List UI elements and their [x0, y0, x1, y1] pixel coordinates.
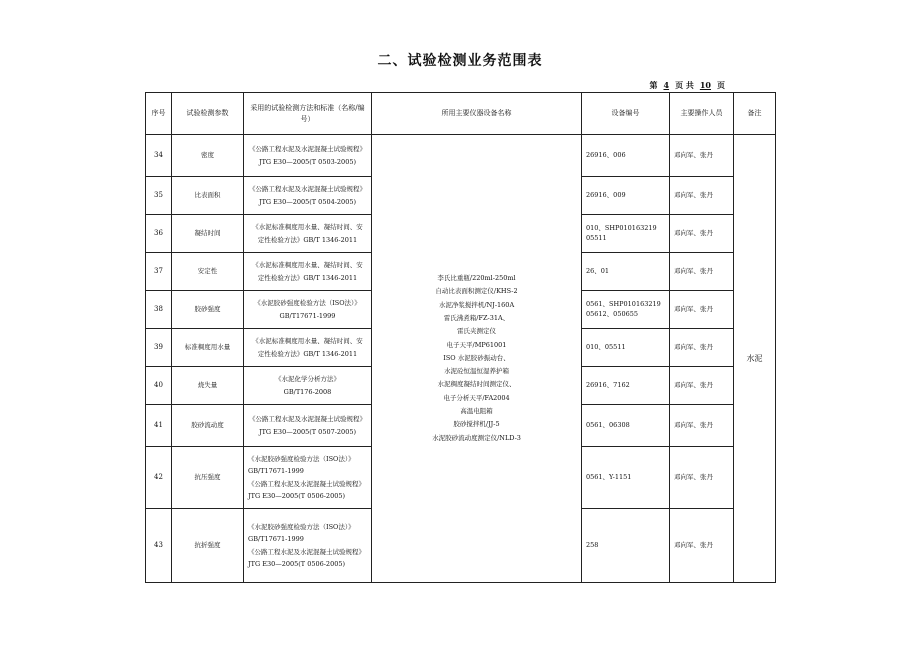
row-method: [244, 405, 372, 447]
row-method: [244, 177, 372, 215]
instrument-item: 水泥砼恒温恒湿养护箱: [444, 367, 509, 376]
method-line: GB/T17671-1999: [248, 535, 304, 544]
method-line: GB/T176-2008: [283, 387, 332, 396]
method-line: 定性检验方法》GB/T 1346-2011: [257, 235, 358, 244]
equipment-line: 26916、7162: [586, 380, 630, 389]
method-line: 定性检验方法》GB/T 1346-2011: [257, 349, 358, 358]
equipment-line: 05511: [586, 233, 607, 242]
row-equipment: [582, 447, 670, 509]
method-line: JTG E30—2005(T 0507-2005): [258, 427, 356, 436]
row-equipment: [582, 509, 670, 583]
row-method: [244, 367, 372, 405]
row-parameter: 标准稠度用水量: [172, 329, 244, 367]
row-operators: 邓向军、张丹: [670, 509, 734, 583]
method-line: 《公路工程水泥及水泥混凝土试验规程》: [249, 145, 366, 154]
method-line: JTG E30—2005(T 0503-2005): [258, 157, 356, 166]
method-line: GB/T17671-1999: [279, 311, 336, 320]
row-parameter: 比表面积: [172, 177, 244, 215]
table-row: [146, 135, 776, 177]
row-equipment: [582, 177, 670, 215]
row-operators: 邓向军、张丹: [670, 291, 734, 329]
page-prefix: 第: [649, 80, 658, 90]
row-operators: 邓向军、张丹: [670, 177, 734, 215]
method-line: JTG E30—2005(T 0504-2005): [258, 197, 356, 206]
method-line: 《水泥胶砂强度检验方法（ISO法）》: [254, 299, 361, 308]
row-operators: 邓向军、张丹: [670, 215, 734, 253]
instrument-item: 水泥稠度凝结时间测定仪、: [437, 380, 516, 389]
instrument-item: 自动比表面积测定仪/KHS-2: [435, 287, 518, 296]
row-number: 37: [146, 253, 172, 291]
instrument-item: 雷氏沸煮箱/FZ-31A、: [443, 313, 510, 322]
method-line: 《公路工程水泥及水泥混凝土试验规程》: [249, 415, 366, 424]
row-parameter: 胶砂强度: [172, 291, 244, 329]
page-mid: 页 共: [675, 80, 694, 90]
row-equipment: [582, 329, 670, 367]
method-line: 《水泥胶砂强度检验方法（ISO法）》: [248, 454, 355, 463]
method-line: JTG E30—2005(T 0506-2005): [248, 491, 346, 500]
method-line: 《水泥标准稠度用水量、凝结时间、安: [252, 261, 363, 270]
row-equipment: [582, 291, 670, 329]
method-line: 《公路工程水泥及水泥混凝土试验规程》: [248, 479, 365, 488]
equipment-line: 05612、050655: [586, 309, 638, 318]
scope-table: [145, 92, 776, 583]
row-equipment: [582, 135, 670, 177]
method-line: 《公路工程水泥及水泥混凝土试验规程》: [249, 185, 366, 194]
row-operators: 邓向军、张丹: [670, 405, 734, 447]
row-parameter: 密度: [172, 135, 244, 177]
header-method: 采用的试验检测方法和标准（名称/编号）: [244, 93, 372, 135]
row-number: 36: [146, 215, 172, 253]
page-suffix: 页: [717, 80, 725, 90]
equipment-line: 258: [586, 540, 599, 549]
row-operators: 邓向军、张丹: [670, 135, 734, 177]
row-number: 40: [146, 367, 172, 405]
equipment-line: 010、05511: [586, 342, 626, 351]
equipment-line: 26、01: [586, 266, 610, 275]
row-method: [244, 253, 372, 291]
row-number: 34: [146, 135, 172, 177]
row-method: [244, 215, 372, 253]
row-number: 39: [146, 329, 172, 367]
equipment-line: 26916、006: [586, 150, 626, 159]
method-line: 《水泥标准稠度用水量、凝结时间、安: [252, 223, 363, 232]
instrument-item: 水泥净浆搅拌机/NJ-160A: [438, 300, 515, 309]
row-operators: 邓向军、张丹: [670, 447, 734, 509]
instrument-item: 李氏比重瓶/220ml-250ml: [437, 273, 516, 282]
page-total: 10: [699, 80, 711, 90]
row-parameter: 抗压强度: [172, 447, 244, 509]
instrument-item: 雷氏夹测定仪: [457, 327, 496, 336]
row-method: [244, 509, 372, 583]
row-equipment: [582, 253, 670, 291]
row-parameter: 胶砂流动度: [172, 405, 244, 447]
header-remarks: 备注: [734, 93, 776, 135]
row-number: 43: [146, 509, 172, 583]
equipment-line: 26916、009: [586, 190, 626, 199]
row-number: 42: [146, 447, 172, 509]
page-current: 4: [663, 80, 670, 90]
row-method: [244, 135, 372, 177]
method-line: JTG E30—2005(T 0506-2005): [248, 559, 346, 568]
equipment-line: 010、SHP010163219: [586, 224, 657, 233]
row-operators: 邓向军、张丹: [670, 329, 734, 367]
instrument-list: [372, 135, 582, 583]
instrument-item: 水泥胶砂流动度测定仪/NLD-3: [432, 433, 521, 442]
row-number: 38: [146, 291, 172, 329]
header-operators: 主要操作人员: [670, 93, 734, 135]
instrument-item: 胶砂搅拌机/JJ-5: [453, 420, 500, 429]
equipment-line: 0561、06308: [586, 420, 630, 429]
instrument-item: 高温电阻箱: [460, 407, 493, 416]
row-parameter: 烧失量: [172, 367, 244, 405]
page-indicator: [649, 80, 725, 91]
header-param: 试验检测参数: [172, 93, 244, 135]
method-line: 《水泥胶砂强度检验方法（ISO法）》: [248, 522, 355, 531]
instrument-item: 电子天平/MP61001: [446, 340, 507, 349]
method-line: 定性检验方法》GB/T 1346-2011: [257, 273, 358, 282]
method-line: 《公路工程水泥及水泥混凝土试验规程》: [248, 547, 365, 556]
header-equipment: 设备编号: [582, 93, 670, 135]
row-operators: 邓向军、张丹: [670, 253, 734, 291]
method-line: 《水泥化学分析方法》: [275, 375, 340, 384]
header-no: 序号: [146, 93, 172, 135]
row-parameter: 凝结时间: [172, 215, 244, 253]
equipment-line: 0561、Y-1151: [586, 472, 632, 481]
row-method: [244, 447, 372, 509]
row-parameter: 抗折强度: [172, 509, 244, 583]
method-line: GB/T17671-1999: [248, 467, 304, 476]
row-equipment: [582, 405, 670, 447]
instrument-item: ISO 水泥胶砂振动台、: [443, 353, 510, 362]
row-number: 35: [146, 177, 172, 215]
remark-cell: 水泥: [734, 135, 776, 583]
row-method: [244, 291, 372, 329]
row-parameter: 安定性: [172, 253, 244, 291]
page-title: 二、试验检测业务范围表: [377, 53, 543, 69]
instrument-item: 电子分析天平/FA2004: [443, 393, 510, 402]
method-line: 《水泥标准稠度用水量、凝结时间、安: [252, 337, 363, 346]
row-method: [244, 329, 372, 367]
header-row: [146, 93, 776, 135]
row-equipment: [582, 367, 670, 405]
row-number: 41: [146, 405, 172, 447]
row-operators: 邓向军、张丹: [670, 367, 734, 405]
row-equipment: [582, 215, 670, 253]
equipment-line: 0561、SHP010163219: [586, 300, 661, 309]
header-instruments: 所用主要仪器设备名称: [372, 93, 582, 135]
